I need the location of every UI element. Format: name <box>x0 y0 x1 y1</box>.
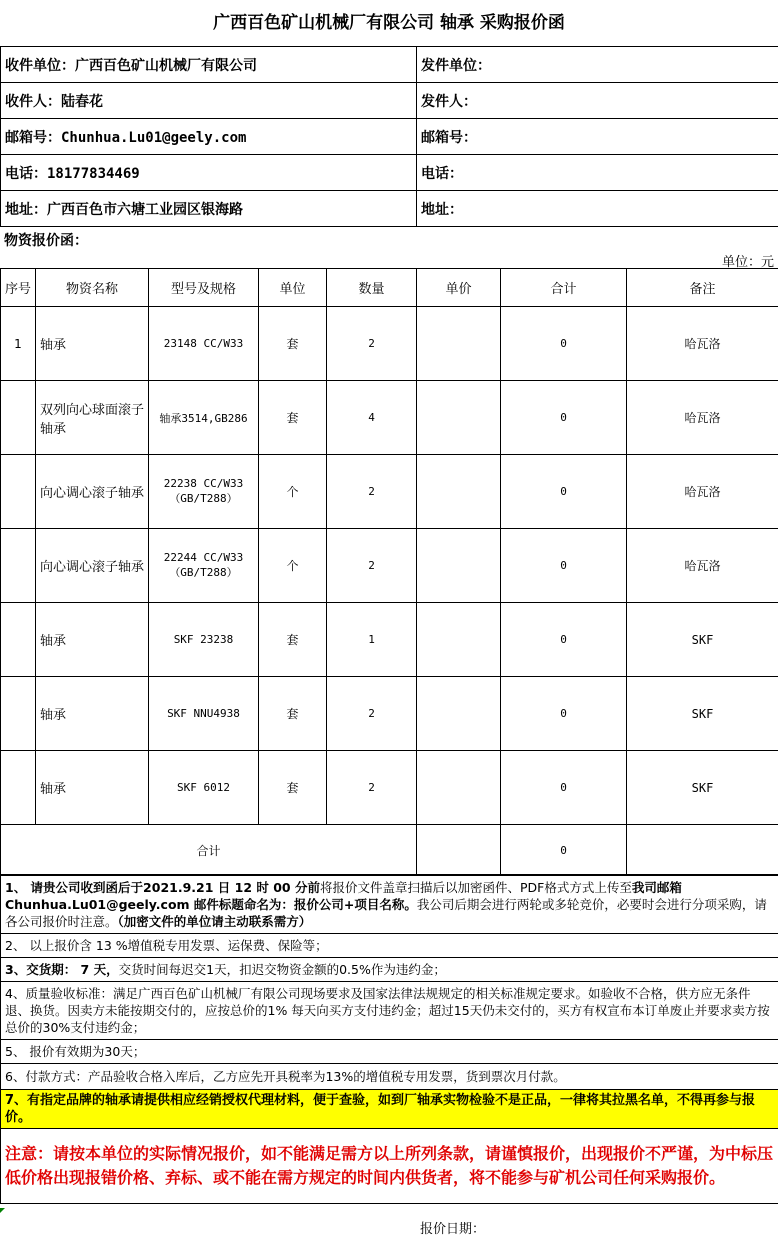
header-qty: 数量 <box>327 269 417 307</box>
sum-note <box>627 825 778 876</box>
header-price: 单价 <box>417 269 501 307</box>
row-unit: 套 <box>259 307 327 381</box>
recipient-person: 收件人：陆春花 <box>1 83 417 119</box>
row-spec: SKF NNU4938 <box>149 677 259 751</box>
row-qty: 4 <box>327 381 417 455</box>
row-price[interactable] <box>417 307 501 381</box>
row-qty: 1 <box>327 603 417 677</box>
recipient-phone <box>1 155 417 191</box>
sender-email[interactable]: 邮箱号： <box>417 119 778 155</box>
row-total: 0 <box>501 677 627 751</box>
row-price[interactable] <box>417 381 501 455</box>
row-price[interactable] <box>417 677 501 751</box>
page-title: 广西百色矿山机械厂有限公司 轴承 采购报价函 <box>0 0 778 47</box>
contact-table <box>0 46 778 227</box>
row-total: 0 <box>501 381 627 455</box>
row-total: 0 <box>501 529 627 603</box>
row-unit: 套 <box>259 677 327 751</box>
quote-label: 物资报价函： <box>4 233 88 249</box>
row-price[interactable] <box>417 529 501 603</box>
row-total: 0 <box>501 455 627 529</box>
recipient-unit: 收件单位：广西百色矿山机械厂有限公司 <box>1 47 417 83</box>
quote-date-label: 报价日期： <box>420 1222 486 1237</box>
row-note: SKF <box>627 603 778 677</box>
term-3-penalty: 交货时间每迟交1天，扣迟交物资金额的0.5%作为违约金； <box>118 962 446 977</box>
row-qty: 2 <box>327 677 417 751</box>
term-6: 6、付款方式：产品验收合格入库后，乙方应先开具税率为13%的增值税专用发票，货到票次月付款。 <box>1 1064 778 1090</box>
recipient-email-value: Chunhua.Lu01@geely.com <box>61 129 247 146</box>
table-row <box>1 455 778 529</box>
recipient-address: 地址：广西百色市六塘工业园区银海路 <box>1 191 417 227</box>
row-unit: 个 <box>259 455 327 529</box>
sum-row <box>1 825 778 876</box>
header-spec: 型号及规格 <box>149 269 259 307</box>
row-note: 哈瓦洛 <box>627 529 778 603</box>
row-no <box>1 529 36 603</box>
header-total: 合计 <box>501 269 627 307</box>
sender-address[interactable]: 地址： <box>417 191 778 227</box>
row-note: 哈瓦洛 <box>627 455 778 529</box>
table-row <box>1 381 778 455</box>
term-7: 7、有指定品牌的轴承请提供相应经销授权代理材料，便于查验，如到厂轴承实物检验不是正品，一律将其拉黑名单，不得再参与报价。 <box>1 1090 778 1129</box>
currency-unit: 单位：元 <box>721 255 774 270</box>
row-total: 0 <box>501 603 627 677</box>
row-spec: SKF 23238 <box>149 603 259 677</box>
row-no <box>1 677 36 751</box>
row-qty: 2 <box>327 455 417 529</box>
table-row <box>1 307 778 381</box>
warning-note: 注意：请按本单位的实际情况报价，如不能满足需方以上所列条款，请谨慎报价，出现报价不严谨，为中标压低价格出现报错价格、弃标、或不能在需方规定的时间内供货者，将不能参与矿机公司任何采购报价。 <box>1 1129 778 1204</box>
row-price[interactable] <box>417 455 501 529</box>
row-no <box>1 455 36 529</box>
row-qty: 2 <box>327 529 417 603</box>
row-note: 哈瓦洛 <box>627 381 778 455</box>
header-no: 序号 <box>1 269 36 307</box>
header-note: 备注 <box>627 269 778 307</box>
term-5: 5、 报价有效期为30天； <box>1 1040 778 1064</box>
sender-person[interactable]: 发件人： <box>417 83 778 119</box>
row-name: 双列向心球面滚子轴承 <box>36 381 149 455</box>
sender-phone[interactable]: 电话： <box>417 155 778 191</box>
row-total: 0 <box>501 751 627 825</box>
row-spec: 23148 CC/W33 <box>149 307 259 381</box>
row-name: 轴承 <box>36 603 149 677</box>
sum-total: 0 <box>501 825 627 876</box>
header-unit: 单位 <box>259 269 327 307</box>
term-4: 4、质量验收标准：满足广西百色矿山机械厂有限公司现场要求及国家法律法规规定的相关标准规定要求。如验收不合格，供方应无条件退、换货。因卖方未能按期交付的，应按总价的1% 每天向买方支付违约金；超过15天仍未交付的，买方有权宣布本订单废止并要求卖方按总价的30%支付违约金； <box>1 982 778 1040</box>
row-spec: 22244 CC/W33 （GB/T288） <box>149 529 259 603</box>
recipient-email-label: 邮箱号： <box>5 129 61 146</box>
term-2: 2、 以上报价含 13 %增值税专用发票、运保费、保险等； <box>1 934 778 958</box>
row-name: 轴承 <box>36 307 149 381</box>
row-no <box>1 381 36 455</box>
recipient-phone-value: 18177834469 <box>47 165 140 182</box>
row-note: SKF <box>627 677 778 751</box>
term-3-period: 3、交货期： 7 天， <box>5 962 119 977</box>
term-1 <box>1 875 778 934</box>
term-1-deadline: 1、 请贵公司收到函后于2021.9.21 日 12 时 00 分前 <box>5 879 320 895</box>
table-row <box>1 529 778 603</box>
items-table <box>0 268 778 876</box>
row-note: SKF <box>627 751 778 825</box>
row-unit: 套 <box>259 381 327 455</box>
row-name: 向心调心滚子轴承 <box>36 529 149 603</box>
term-3 <box>1 958 778 982</box>
term-1-upload: 将报价文件盖章扫描后以加密函件、PDF格式方式上传至 <box>319 879 632 895</box>
header-name: 物资名称 <box>36 269 149 307</box>
row-price[interactable] <box>417 603 501 677</box>
row-spec: 22238 CC/W33 （GB/T288） <box>149 455 259 529</box>
row-spec: 轴承3514,GB286 <box>149 381 259 455</box>
row-no: 1 <box>1 307 36 381</box>
table-row <box>1 677 778 751</box>
row-price[interactable] <box>417 751 501 825</box>
row-note: 哈瓦洛 <box>627 307 778 381</box>
table-row <box>1 751 778 825</box>
row-qty: 2 <box>327 307 417 381</box>
term-1-rounds: 我公司后期会进行两轮或多轮竞价，必要时会进行分项采购，请各公司报价时注意。 <box>5 896 767 929</box>
row-unit: 个 <box>259 529 327 603</box>
table-header-row <box>1 269 778 307</box>
row-unit: 套 <box>259 603 327 677</box>
term-1-mail: 我司邮箱Chunhua.Lu01@geely.com 邮件标题命名为：报价公司+项目名称。 <box>5 879 682 912</box>
sender-unit[interactable]: 发件单位： <box>417 47 778 83</box>
sum-price <box>417 825 501 876</box>
row-spec: SKF 6012 <box>149 751 259 825</box>
sum-label: 合计 <box>1 825 417 876</box>
terms-table <box>0 874 778 1204</box>
row-name: 轴承 <box>36 751 149 825</box>
recipient-phone-label: 电话： <box>5 165 47 182</box>
row-unit: 套 <box>259 751 327 825</box>
cell-marker <box>0 1208 5 1213</box>
row-name: 向心调心滚子轴承 <box>36 455 149 529</box>
recipient-email <box>1 119 417 155</box>
term-1-note: （加密文件的单位请主动联系需方） <box>117 913 312 929</box>
table-row <box>1 603 778 677</box>
row-qty: 2 <box>327 751 417 825</box>
row-no <box>1 603 36 677</box>
row-name: 轴承 <box>36 677 149 751</box>
row-no <box>1 751 36 825</box>
row-total: 0 <box>501 307 627 381</box>
